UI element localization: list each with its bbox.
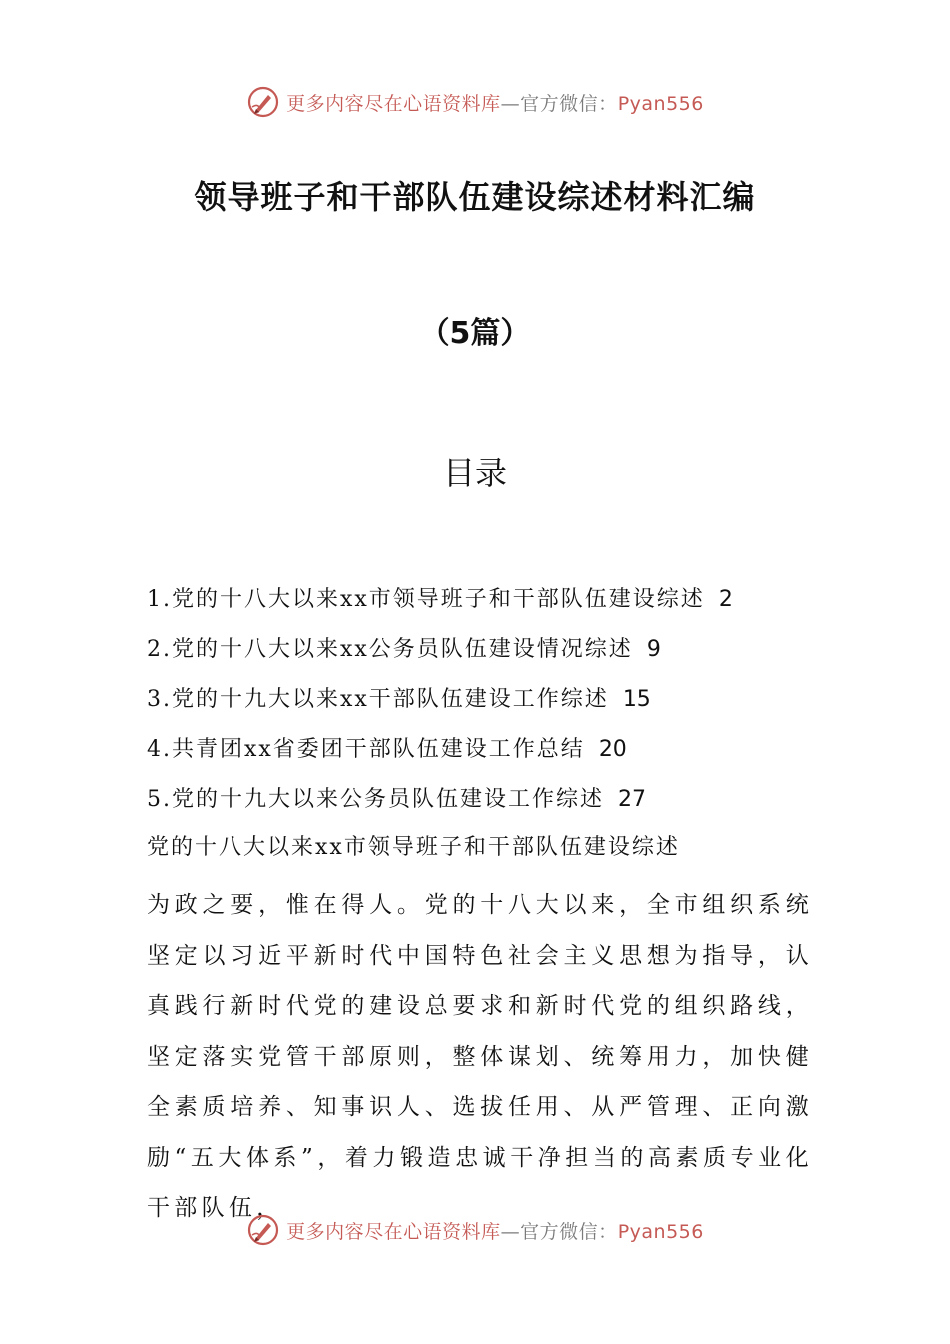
toc-item[interactable] (147, 582, 827, 632)
watermark-dash: — (500, 1220, 521, 1243)
toc-item-label: 1.党的十八大以来xx市领导班子和干部队伍建设综述 (147, 587, 705, 612)
footer-watermark-banner (0, 1210, 950, 1250)
toc-item[interactable] (147, 732, 827, 782)
watermark-id: Pyan556 (617, 92, 704, 115)
toc-item-page: 20 (598, 737, 627, 762)
watermark-id: Pyan556 (617, 1220, 704, 1243)
table-of-contents (147, 582, 827, 832)
toc-item-label: 4.共青团xx省委团干部队伍建设工作总结 (147, 737, 585, 762)
document-subtitle: （5篇） (419, 316, 531, 351)
header-watermark-banner (0, 82, 950, 122)
pen-logo-icon (246, 1213, 280, 1247)
toc-item-page: 9 (646, 637, 661, 662)
section-title: 党的十八大以来xx市领导班子和干部队伍建设综述 (147, 835, 680, 860)
toc-item-page: 2 (718, 587, 733, 612)
watermark-contact: 官方微信： (520, 92, 618, 115)
body-paragraph: 为政之要，惟在得人。党的十八大以来，全市组织系统坚定以习近平新时代中国特色社会主义思想为指导，认真践行新时代党的建设总要求和新时代党的组织路线，坚定落实党管干部原则，整体谋划、统筹用力，加快健全素质培养、知事识人、选拔任用、从严管理、正向激励“五大体系”，着力锻造忠诚干净担当的高素质专业化干部队伍， (147, 892, 813, 1221)
toc-item-label: 3.党的十九大以来xx干部队伍建设工作综述 (147, 687, 609, 712)
toc-item-page: 15 (622, 687, 651, 712)
toc-item[interactable] (147, 782, 827, 832)
watermark-contact: 官方微信： (520, 1220, 618, 1243)
toc-item-label: 2.党的十八大以来xx公务员队伍建设情况综述 (147, 637, 633, 662)
toc-item-page: 27 (618, 787, 646, 812)
toc-item[interactable] (147, 632, 827, 682)
watermark-main: 更多内容尽在心语资料库 (286, 1220, 501, 1243)
watermark-main: 更多内容尽在心语资料库 (286, 92, 501, 115)
watermark-text (286, 1217, 704, 1244)
toc-item-label: 5.党的十九大以来公务员队伍建设工作综述 (147, 787, 604, 812)
watermark-text (286, 89, 704, 116)
toc-heading: 目录 (442, 454, 507, 492)
document-title: 领导班子和干部队伍建设综述材料汇编 (194, 178, 756, 216)
pen-logo-icon (246, 85, 280, 119)
toc-item[interactable] (147, 682, 827, 732)
watermark-dash: — (500, 92, 521, 115)
